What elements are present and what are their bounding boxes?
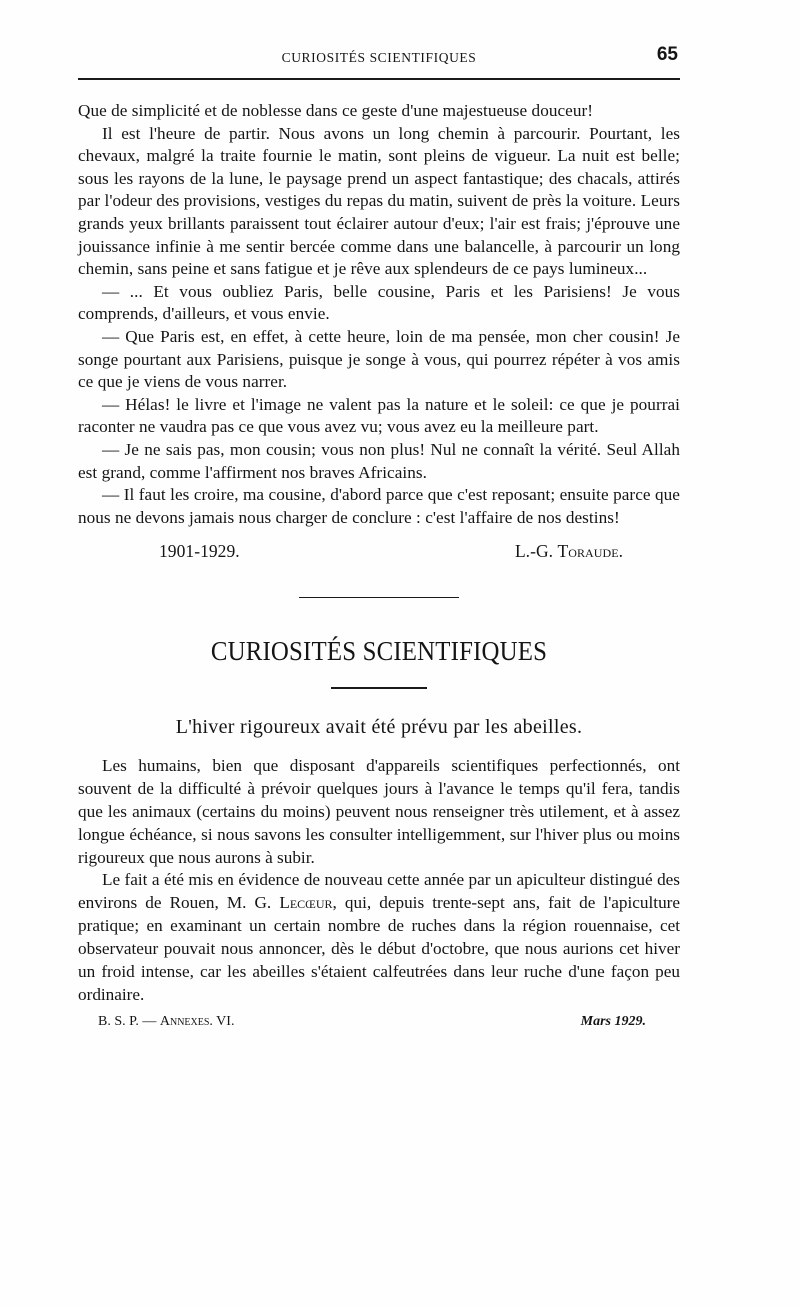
story-paragraph: Que de simplicité et de noblesse dans ce geste d'une majestueuse douceur!	[78, 101, 594, 120]
author-initials: L.-G.	[514, 541, 554, 562]
journal-page	[78, 40, 680, 1030]
signature-dates: 1901-1929.	[159, 541, 240, 562]
article-paragraph	[78, 869, 680, 1006]
footer-annexes: Annexes.	[159, 1013, 213, 1029]
dialogue-line: — ... Et vous oubliez Paris, belle cousine, Paris et les Parisiens! Je vous comprends, d'ailleurs, et vous envie.	[78, 281, 680, 324]
dialogue-line: — Il faut les croire, ma cousine, d'abord parce que c'est reposant; ensuite parce que nous ne devons jamais nous charger de conclure : c'est l'affaire de nos destins!	[78, 485, 680, 527]
story-body	[78, 100, 680, 563]
footer-journal: B. S. P. —	[98, 1013, 157, 1029]
signature-line	[78, 540, 680, 563]
article-paragraph: Les humains, bien que disposant d'appareils scientifiques perfectionnés, ont souvent de la difficulté à prévoir quelques jours à l'avance le temps qu'il fera, tandis que les animaux (certains du moins) peuvent nous renseigner très utilement, et à assez longue échéance, si nous savons les consulter intelligemment, sur l'hiver plus ou moins rigoureux que nous aurons à subir.	[78, 755, 680, 867]
footer-date: Mars 1929.	[580, 1013, 646, 1029]
story-paragraph: Il est l'heure de partir. Nous avons un long chemin à parcourir. Pourtant, les chevaux, malgré la traite fournie le matin, sont pleins de vigueur. La nuit est belle; sous les rayons de la lune, le paysage prend un aspect fantastique; des chacals, attirés par l'odeur des provisions, vestiges du repas du matin, suivent de près la voiture. Leurs grands yeux brillants paraissent tout éclairer autour d'eux; l'air est frais; j'éprouve une jouissance infinie à me sentir bercée comme dans une balancelle, à parcourir un long chemin, sans peine et sans fatigue et je rêve aux splendeurs de ce pays lumineux...	[78, 123, 680, 279]
beekeeper-name: Lecœur,	[279, 893, 337, 913]
section-divider	[299, 597, 459, 598]
signature-author	[515, 540, 623, 563]
section-title: CURIOSITÉS SCIENTIFIQUES	[210, 635, 548, 666]
footer-volume: VI.	[216, 1013, 235, 1029]
dialogue-line: — Que Paris est, en effet, à cette heure, loin de ma pensée, mon cher cousin! Je songe pourtant aux Parisiens, puisque je songe à vous, qui pourrez répéter à vos amis ce que je viens de vous narrer.	[78, 326, 680, 392]
article-paragraph-text: qui, depuis trente-sept ans, fait de l'apiculture pratique; en examinant un certain nombre de ruches dans la région rouennaise, cet observateur pouvait nous annoncer, dès le début d'octobre, que nous aurions cet hiver un froid intense, car les abeilles s'étaient calfeutrées dans leur ruche d'une façon peu ordinaire.	[78, 893, 681, 1004]
page-number: 65	[656, 44, 678, 65]
page-footer	[78, 1014, 680, 1030]
article-body	[78, 755, 680, 1007]
author-surname: Toraude.	[557, 541, 623, 562]
dialogue-line: — Hélas! le livre et l'image ne valent pas la nature et le soleil: ce que je pourrai raconter ne vaudra pas ce que vous avez vu; vous avez eu la meilleure part.	[78, 394, 680, 437]
article-title: L'hiver rigoureux avait été prévu par les abeilles.	[175, 715, 583, 738]
page-header	[78, 40, 680, 80]
dialogue-line: — Je ne sais pas, mon cousin; vous non plus! Nul ne connaît la vérité. Seul Allah est grand, comme l'affirment nos braves Africains.	[78, 439, 680, 482]
title-underline	[331, 687, 427, 689]
article-paragraph-text: Le fait a été mis en évidence de nouveau cette année par un apiculteur distingué des environs de Rouen, M. G.	[78, 870, 680, 913]
running-head: CURIOSITÉS SCIENTIFIQUES	[281, 50, 477, 65]
footer-reference	[98, 1014, 234, 1030]
